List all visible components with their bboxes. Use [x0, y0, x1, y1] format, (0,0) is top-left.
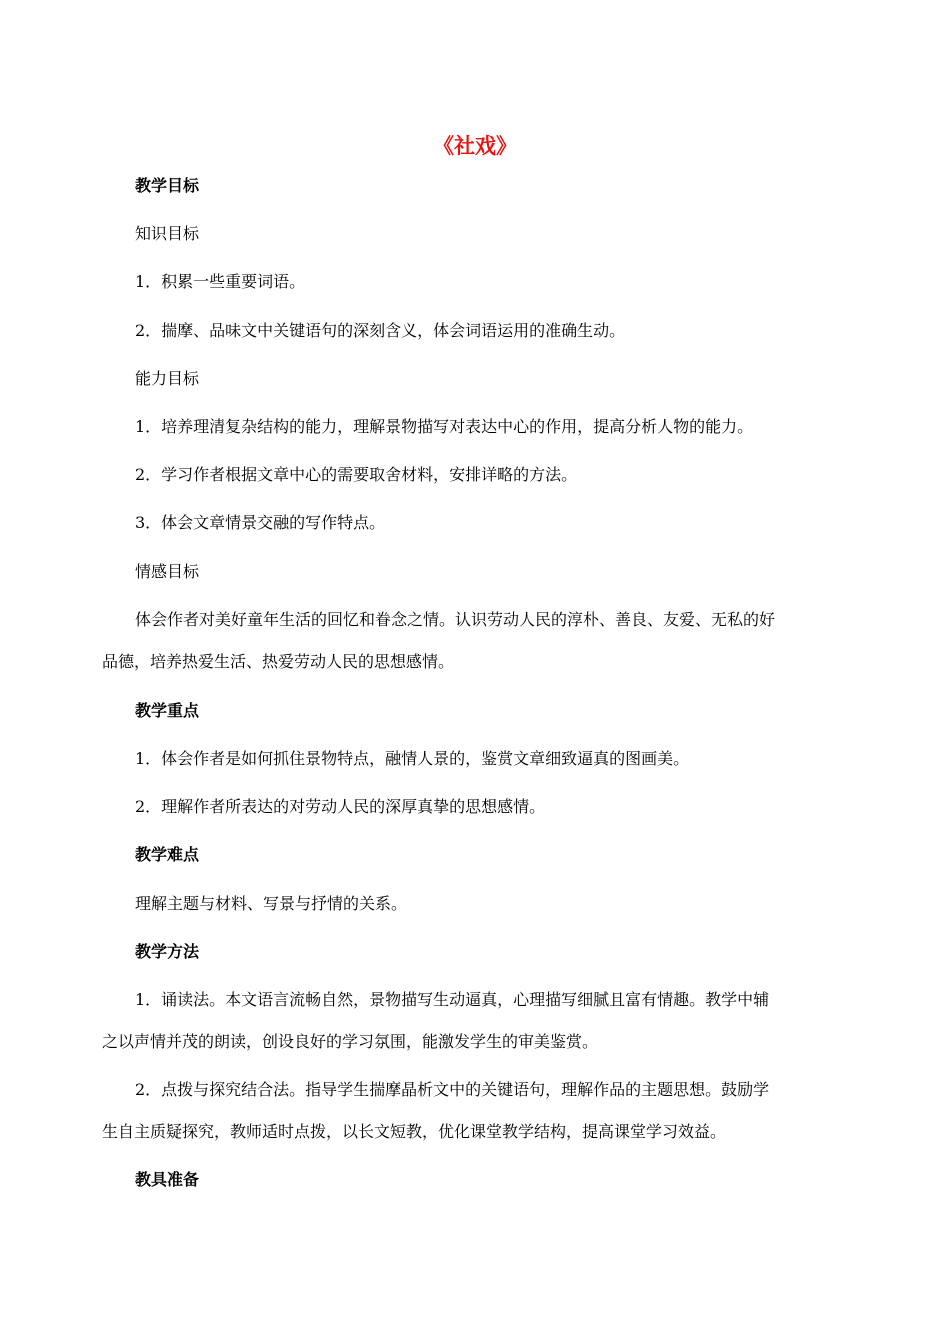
knowledge-item-2: 2．揣摩、品味文中关键语句的深刻含义，体会词语运用的准确生动。 [135, 321, 626, 340]
key-point-item-1: 1．体会作者是如何抓住景物特点，融情人景的，鉴赏文章细致逼真的图画美。 [135, 749, 690, 768]
ability-item-1: 1．培养理清复杂结构的能力，理解景物描写对表达中心的作用，提高分析人物的能力。 [135, 417, 754, 436]
heading-teaching-goals: 教学目标 [135, 176, 200, 195]
heading-key-points: 教学重点 [135, 701, 200, 720]
subheading-knowledge-goals: 知识目标 [135, 224, 200, 243]
emotion-text-line-2: 品德，培养热爱生活、热爱劳动人民的思想感情。 [102, 652, 455, 671]
subheading-emotion-goals: 情感目标 [135, 562, 200, 581]
key-point-item-2: 2．理解作者所表达的对劳动人民的深厚真挚的思想感情。 [135, 797, 546, 816]
method-1-line-2: 之以声情并茂的朗读，创设良好的学习氛围，能激发学生的审美鉴赏。 [102, 1032, 599, 1051]
method-1-line-1: 1．诵读法。本文语言流畅自然，景物描写生动逼真，心理描写细腻且富有情趣。教学中辅 [135, 990, 770, 1009]
heading-difficulties: 教学难点 [135, 845, 200, 864]
subheading-ability-goals: 能力目标 [135, 369, 200, 388]
document-title: 《社戏》 [433, 134, 517, 158]
difficulties-text: 理解主题与材料、写景与抒情的关系。 [135, 894, 408, 913]
method-2-line-1: 2．点拨与探究结合法。指导学生揣摩晶析文中的关键语句，理解作品的主题思想。鼓励学 [135, 1080, 770, 1099]
heading-teaching-tools: 教具准备 [135, 1170, 200, 1189]
emotion-text-line-1: 体会作者对美好童年生活的回忆和眷念之情。认识劳动人民的淳朴、善良、友爱、无私的好 [135, 610, 776, 629]
heading-methods: 教学方法 [135, 942, 200, 961]
ability-item-3: 3．体会文章情景交融的写作特点。 [135, 513, 386, 532]
method-2-line-2: 生自主质疑探究，教师适时点拨，以长文短教，优化课堂教学结构，提高课堂学习效益。 [102, 1122, 727, 1141]
ability-item-2: 2．学习作者根据文章中心的需要取舍材料，安排详略的方法。 [135, 465, 578, 484]
knowledge-item-1: 1．积累一些重要词语。 [135, 272, 306, 291]
